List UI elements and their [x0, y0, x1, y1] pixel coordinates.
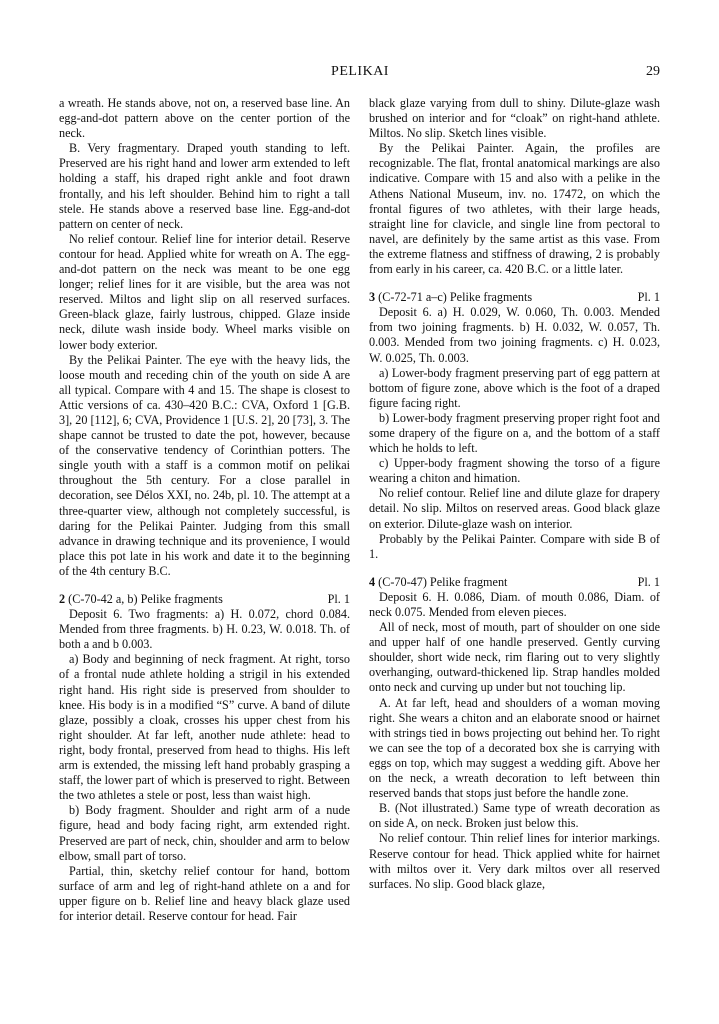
- entry-title-text: (C-70-42 a, b) Pelike fragments: [68, 592, 223, 606]
- paragraph: c) Upper-body fragment showing the torso of a figure wearing a chiton and himation.: [369, 456, 660, 486]
- paragraph: No relief contour. Thin relief lines for interior markings. Reserve contour for head. Thick applied white for hairnet with miltos over it. Very dark miltos over all reserved surfaces. No slip. Good black glaze,: [369, 831, 660, 891]
- running-head: [60, 64, 660, 84]
- paragraph: By the Pelikai Painter. The eye with the heavy lids, the loose mouth and receding chin of the youth on side A are all typical. Compare with 4 and 15. The shape is closest to Attic versions of ca. 430–420 B.C.: CVA, Oxford 1 [G.B. 3], 20 [112], 6; CVA, Providence 1 [U.S. 2], 20 [73], 3. The shape cannot be trusted to date the pot, however, because of the conservative tendency of Corinthian potters. The single youth with a staff is a common motif on pelikai throughout the 5th century. For a close parallel in decoration, see Délos XXI, no. 24b, pl. 10. The attempt at a three-quarter view, although not completely successful, is daring for the Pelikai Painter. Judging from this small advance in drawing technique and its provenience, I would place this pot late in his work and date it to the beginning of the 4th century B.C.: [59, 352, 350, 578]
- paragraph: By the Pelikai Painter. Again, the profiles are recognizable. The flat, frontal anatomical markings are also indicative. Compare with 15 and also with a pelike in the Athens National Museum, inv. no. 17472, on which the frontal figures of two athletes, with their large heads, straight line for clavicle, and single line from pectoral to navel, are definitely by the same artist as this vase. From the extreme flatness and stiffness of drawing, 2 is probably from early in his career, ca. 420 B.C. or a little later.: [369, 141, 660, 277]
- paragraph: B. (Not illustrated.) Same type of wreath decoration as on side A, on neck. Broken just below this.: [369, 801, 660, 831]
- right-column: [369, 96, 660, 892]
- paragraph: a wreath. He stands above, not on, a reserved base line. An egg-and-dot pattern above on the center portion of the neck.: [59, 96, 350, 141]
- plate-reference: Pl. 1: [637, 290, 660, 305]
- paragraph: A. At far left, head and shoulders of a woman moving right. She wears a chiton and an elaborate snood or hairnet with strings tied in bows projecting out behind her. To right we can see the top of a decorated box she is carrying with eggs on top, which may suggest a wedding gift. Above her on the neck, a wreath decoration to left between thin reserved bands that stops just before the handle zone.: [369, 695, 660, 801]
- paragraph: b) Body fragment. Shoulder and right arm of a nude figure, head and body facing right, arm extended right. Preserved are part of neck, chin, shoulder and arm to below elbow, small part of torso.: [59, 803, 350, 863]
- paragraph: Probably by the Pelikai Painter. Compare with side B of 1.: [369, 531, 660, 561]
- entry-number: 4: [369, 574, 376, 589]
- entry-number: 2: [59, 592, 66, 606]
- entry-title-text: (C-70-47) Pelike fragment: [378, 574, 508, 589]
- catalog-entry-4: [369, 575, 660, 892]
- entry-heading: [59, 592, 350, 607]
- entry-heading: [369, 290, 660, 305]
- paragraph: No relief contour. Relief line and dilute glaze for drapery detail. No slip. Miltos on reserved areas. Good black glaze on exterior. Dilute-glaze wash on interior.: [369, 486, 660, 531]
- entry-heading: [369, 575, 660, 590]
- page-number: 29: [646, 64, 660, 79]
- paragraph: B. Very fragmentary. Draped youth standing to left. Preserved are his right hand and lower arm extended to left holding a staff, his draped right ankle and foot drawn frontally, and his left shoulder. Behind him to right a tall stele. He stands above a reserved base line. Egg-and-dot pattern on center of neck.: [59, 141, 350, 231]
- paragraph: Partial, thin, sketchy relief contour for hand, bottom surface of arm and leg of right-hand athlete on a and for upper figure on b. Relief line and heavy black glaze used for interior detail. Reserve contour for head. Fair: [59, 863, 350, 923]
- running-title: PELIKAI: [331, 64, 389, 79]
- catalog-entry-3: [369, 290, 660, 562]
- paragraph: b) Lower-body fragment preserving proper right foot and some drapery of the figure on a, and the bottom of a staff which he holds to left.: [369, 410, 660, 456]
- entry-title: [59, 592, 223, 607]
- paragraph: black glaze varying from dull to shiny. Dilute-glaze wash brushed on interior and for “cloak” on right-hand athlete. Miltos. No slip. Sketch lines visible.: [369, 96, 660, 141]
- paragraph: No relief contour. Relief line for interior detail. Reserve contour for head. Applied white for wreath on A. The egg-and-dot pattern on the neck was meant to be one egg longer; relief lines for it are visible, but the area was not reserved. Miltos and light slip on all reserved surfaces. Green-black glaze, fairly lustrous, chipped. Glaze inside neck, dilute wash inside body. Wheel marks visible on lower body exterior.: [59, 231, 350, 352]
- paragraph: a) Lower-body fragment preserving part of egg pattern at bottom of figure zone, above which is the foot of a draped figure facing right.: [369, 365, 660, 410]
- plate-reference: Pl. 1: [637, 574, 660, 589]
- paragraph: All of neck, most of mouth, part of shoulder on one side and upper half of one handle preserved. Gently curving shoulder, short wide neck, rim flaring out to very slightly overhanging, outward-thickened lip. Strap handles molded onto neck and curving up under but not touching lip.: [369, 620, 660, 695]
- plate-reference: Pl. 1: [327, 592, 350, 606]
- entry-title: [369, 290, 532, 305]
- catalog-entry-2: [59, 592, 350, 924]
- paragraph: Deposit 6. Two fragments: a) H. 0.072, chord 0.084. Mended from three fragments. b) H. 0.23, W. 0.018. Th. of both a and b 0.003.: [59, 607, 350, 652]
- entry-number: 3: [369, 290, 376, 305]
- paragraph: a) Body and beginning of neck fragment. At right, torso of a frontal nude athlete holding a strigil in his extended right hand. His right side is preserved from shoulder to knee. His body is in a modified “S” curve. A band of dilute glaze, possibly a cloak, crosses his upper chest from his right shoulder. At far left, another nude athlete: head to right, body frontal, preserved from head to thighs. His left arm is extended, the missing left hand probably grasping a staff, the lower part of which is preserved to right. Between the two athletes a stele or post, less than waist high.: [59, 652, 350, 803]
- left-column: [59, 96, 350, 924]
- entry-title-text: (C-72-71 a–c) Pelike fragments: [378, 290, 533, 305]
- entry-title: [369, 575, 507, 590]
- paragraph: Deposit 6. H. 0.086, Diam. of mouth 0.086, Diam. of neck 0.075. Mended from eleven pieces.: [369, 589, 660, 619]
- paragraph: Deposit 6. a) H. 0.029, W. 0.060, Th. 0.003. Mended from two joining fragments. b) H. 0.032, W. 0.057, Th. 0.003. Mended from two joining fragments. c) H. 0.023, W. 0.025, Th. 0.003.: [369, 305, 660, 365]
